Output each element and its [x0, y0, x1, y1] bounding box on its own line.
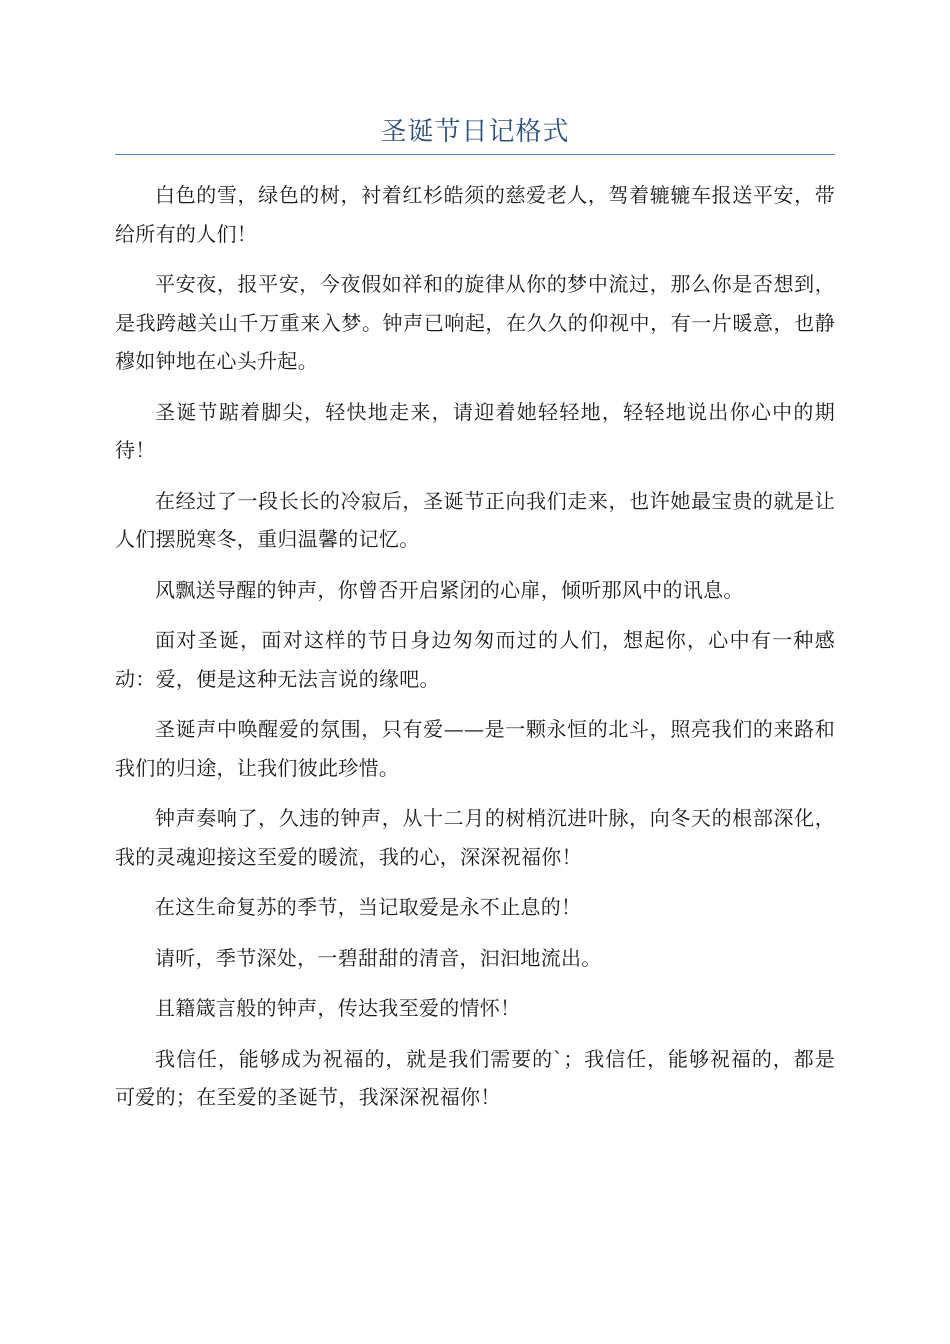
document-body: [115, 176, 835, 1129]
document-title: 圣诞节日记格式: [380, 117, 570, 147]
paragraph: 且籍箴言般的钟声，传达我至爱的情怀！: [155, 996, 521, 1020]
paragraph: 风飘送导醒的钟声，你曾否开启紧闭的心扉，倾听那风中的讯息。: [155, 577, 744, 602]
paragraph: 钟声奏响了，久违的钟声，从十二月的树梢沉进叶脉，向冬天的根部深化，我的灵魂迎接这至爱的暖流，我的心，深深祝福你！: [115, 806, 835, 869]
paragraph: 白色的雪，绿色的树，衬着红杉皓须的慈爱老人，驾着辘辘车报送平安，带给所有的人们！: [115, 183, 835, 246]
paragraph: 面对圣诞，面对这样的节日身边匆匆而过的人们，想起你，心中有一种感动：爱，便是这种无法言说的缘吧。: [115, 628, 835, 691]
paragraph: 平安夜，报平安，今夜假如祥和的旋律从你的梦中流过，那么你是否想到，是我跨越关山千万重来入梦。钟声已响起，在久久的仰视中，有一片暖意，也静穆如钟地在心头升起。: [115, 272, 835, 373]
paragraph: 请听，季节深处，一碧甜甜的清音，汩汩地流出。: [155, 945, 602, 970]
paragraph: 我信任，能够成为祝福的，就是我们需要的`；我信任，能够祝福的，都是可爱的；在至爱的圣诞节，我深深祝福你！: [115, 1046, 835, 1109]
paragraph: 在经过了一段长长的冷寂后，圣诞节正向我们走来，也许她最宝贵的就是让人们摆脱寒冬，重归温馨的记忆。: [115, 488, 835, 551]
paragraph: 在这生命复苏的季节，当记取爱是永不止息的！: [155, 895, 582, 919]
paragraph: 圣诞节踮着脚尖，轻快地走来，请迎着她轻轻地，轻轻地说出你心中的期待！: [115, 399, 835, 462]
title-underline: [115, 154, 835, 155]
paragraph: 圣诞声中唤醒爱的氛围，只有爱——是一颗永恒的北斗，照亮我们的来路和我们的归途，让我们彼此珍惜。: [115, 717, 835, 780]
